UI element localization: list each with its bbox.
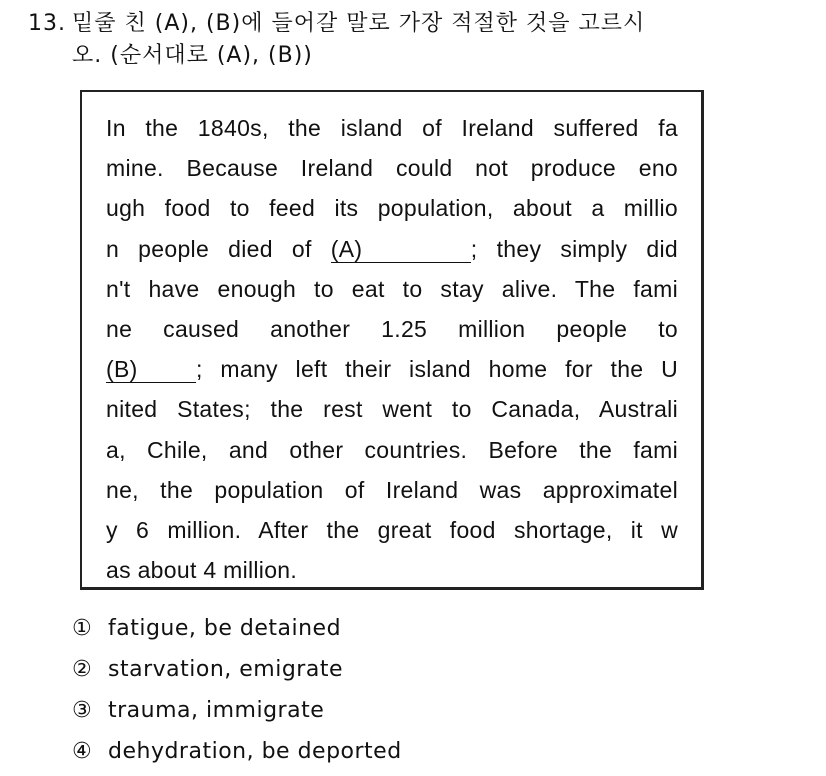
choice-3[interactable] xyxy=(72,694,402,735)
question-prompt xyxy=(28,8,808,72)
choice-4[interactable] xyxy=(72,735,402,776)
blank-b: (B) xyxy=(106,356,196,383)
question-text-line-2: 오. (순서대로 (A), (B)) xyxy=(72,43,313,68)
passage-line-11: y 6 million. After the great food shortage, it w xyxy=(106,516,678,543)
passage-line-10: ne, the population of Ireland was approximatel xyxy=(106,476,678,503)
passage-line-4 xyxy=(106,229,678,269)
choice-number: ③ xyxy=(72,698,93,723)
question-text-line-1: 밑줄 친 (A), (B)에 들어갈 말로 가장 적절한 것을 고르시 xyxy=(72,11,646,36)
choice-2[interactable] xyxy=(72,653,402,694)
passage-line-5: n't have enough to eat to stay alive. The fami xyxy=(106,275,678,302)
passage-text: n people died of xyxy=(106,235,312,262)
blank-a: (A) xyxy=(331,236,471,263)
passage-line-8: nited States; the rest went to Canada, Australi xyxy=(106,396,678,423)
passage-line-2: mine. Because Ireland could not produce eno xyxy=(106,155,678,182)
passage-line-7 xyxy=(106,349,678,389)
passage-line-6: ne caused another 1.25 million people to xyxy=(106,315,678,342)
passage-line-3: ugh food to feed its population, about a millio xyxy=(106,195,678,222)
choice-text: fatigue, be detained xyxy=(108,616,342,641)
passage-text: ; they simply did xyxy=(470,235,678,262)
answer-choices xyxy=(72,612,402,776)
passage-line-9: a, Chile, and other countries. Before the fami xyxy=(106,436,678,463)
choice-1[interactable] xyxy=(72,612,402,653)
passage-box xyxy=(80,90,704,590)
passage-line-12: as about 4 million. xyxy=(106,557,298,584)
choice-text: starvation, emigrate xyxy=(108,657,343,682)
choice-text: dehydration, be deported xyxy=(108,739,402,764)
choice-text: trauma, immigrate xyxy=(108,698,325,723)
question-line-1 xyxy=(28,8,808,40)
choice-number: ④ xyxy=(72,739,93,764)
question-number: 13. xyxy=(28,11,66,36)
passage-text: ; many left their island home for the U xyxy=(196,356,678,383)
passage-line-1: In the 1840s, the island of Ireland suffered fa xyxy=(106,115,678,141)
choice-number: ② xyxy=(72,657,93,682)
choice-number: ① xyxy=(72,616,93,641)
